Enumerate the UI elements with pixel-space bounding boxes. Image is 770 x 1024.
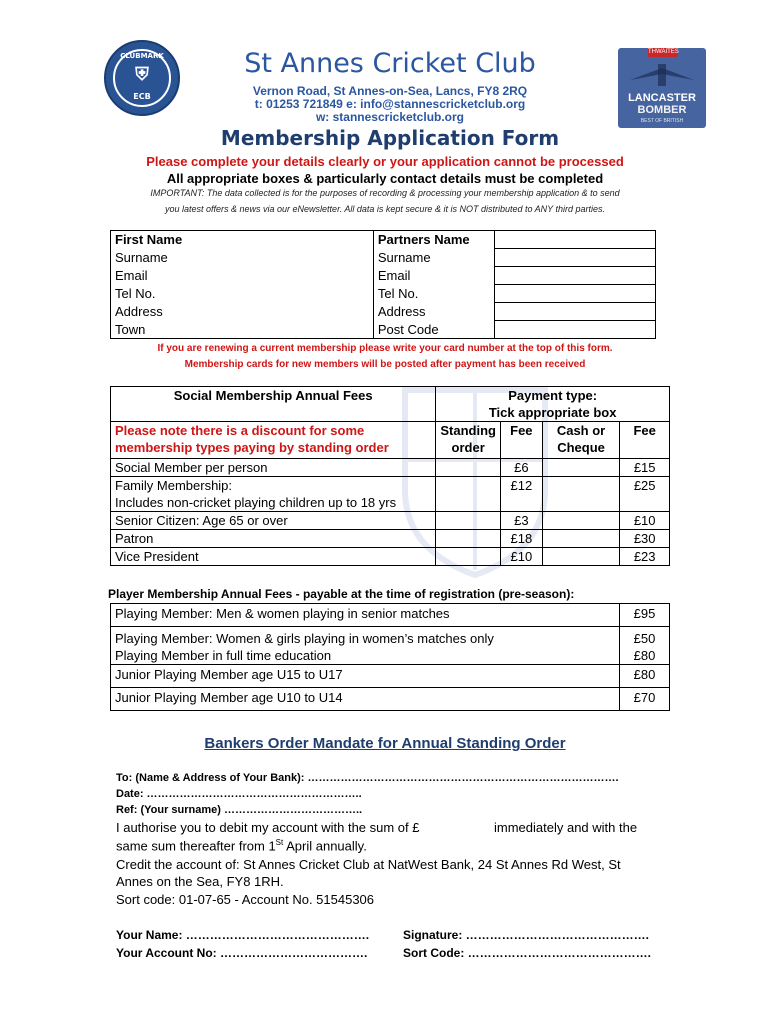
shield-icon: ⛨	[135, 64, 149, 85]
your-account-field[interactable]: Your Account No: ……………………………….	[116, 946, 368, 960]
membership-type: Senior Citizen: Age 65 or over	[111, 512, 436, 530]
social-fee-row	[111, 548, 670, 566]
player-fee: £50	[620, 627, 670, 648]
cash-cheque-fee: £25	[620, 477, 670, 495]
player-membership-type: Playing Member: Women & girls playing in women’s matches only	[111, 627, 620, 648]
right-value-field[interactable]	[494, 285, 655, 303]
details-row	[111, 267, 656, 285]
col-fee: Fee	[500, 422, 542, 459]
plane-icon	[628, 60, 696, 90]
right-value-field[interactable]	[494, 249, 655, 267]
sort-code-field[interactable]: Sort Code: ……………………………………….	[403, 946, 651, 960]
details-row	[111, 285, 656, 303]
standing-order-fee: £12	[500, 477, 542, 495]
important-line1: IMPORTANT: The data collected is for the purposes of recording & processing your membership application & to send	[150, 188, 620, 198]
standing-order-checkbox[interactable]	[436, 477, 501, 495]
bankers-order-heading: Bankers Order Mandate for Annual Standing Order	[204, 735, 566, 752]
cash-cheque-checkbox[interactable]	[542, 530, 620, 548]
social-fee-row	[111, 512, 670, 530]
right-value-field[interactable]	[494, 303, 655, 321]
col-standing-order	[436, 422, 501, 459]
player-membership-type: Playing Member in full time education	[111, 647, 620, 665]
membership-type: Social Member per person	[111, 459, 436, 477]
cash-cheque-fee: £15	[620, 459, 670, 477]
standing-order-checkbox[interactable]	[436, 494, 501, 512]
player-fee-row[interactable]	[111, 665, 670, 688]
cash-cheque-fee: £23	[620, 548, 670, 566]
player-membership-type: Junior Playing Member age U10 to U14	[111, 688, 620, 711]
left-label: First Name	[111, 231, 374, 249]
standing-order-fee: £18	[500, 530, 542, 548]
standing-order-checkbox[interactable]	[436, 512, 501, 530]
clubmark-text: CLUBMARK	[120, 52, 164, 60]
cash-cheque-checkbox[interactable]	[542, 548, 620, 566]
col-cheque: Cheque	[557, 440, 605, 455]
standing-order-fee: £6	[500, 459, 542, 477]
logo-tag: THWAITES	[648, 49, 679, 55]
membership-type: Vice President	[111, 548, 436, 566]
club-address: Vernon Road, St Annes-on-Sea, Lancs, FY8 2RQ	[252, 84, 528, 98]
col-order: order	[451, 440, 485, 455]
discount-note-1: Please note there is a discount for some	[115, 423, 365, 438]
lancaster-bomber-logo	[618, 48, 706, 128]
col-cash-cheque	[542, 422, 620, 459]
payment-heading-2: Tick appropriate box	[488, 405, 617, 420]
player-membership-type: Playing Member: Men & women playing in senior matches	[111, 604, 620, 627]
player-fee: £70	[620, 688, 670, 711]
right-label: Surname	[373, 249, 494, 267]
player-fee: £80	[620, 647, 670, 665]
player-fees-table	[110, 603, 670, 711]
membership-type: Family Membership:	[111, 477, 436, 495]
bank-to-line[interactable]: To: (Name & Address of Your Bank): ………………………………………………………………………….	[116, 772, 619, 784]
discount-note	[111, 422, 436, 459]
signature-field[interactable]: Signature: ……………………………………….	[403, 928, 650, 942]
club-website: w: stannescricketclub.org	[315, 110, 465, 124]
membership-type: Patron	[111, 530, 436, 548]
right-label: Address	[373, 303, 494, 321]
same-sum-b: April annually.	[283, 838, 367, 854]
social-fees-table	[110, 386, 670, 566]
right-value-field[interactable]	[494, 267, 655, 285]
col-cash: Cash or	[556, 423, 606, 438]
right-label: Email	[373, 267, 494, 285]
cash-cheque-checkbox[interactable]	[542, 494, 620, 512]
standing-order-checkbox[interactable]	[436, 459, 501, 477]
left-label: Email	[111, 267, 374, 285]
right-label: Tel No.	[373, 285, 494, 303]
personal-details-table	[110, 230, 656, 339]
payment-heading-1: Payment type:	[508, 388, 598, 403]
player-fees-heading: Player Membership Annual Fees - payable at the time of registration (pre-season):	[108, 587, 575, 601]
club-name: St Annes Cricket Club	[244, 48, 536, 79]
cash-cheque-fee: £30	[620, 530, 670, 548]
details-row	[111, 231, 656, 249]
credit-line-2: Annes on the Sea, FY8 1RH.	[116, 874, 284, 889]
left-label: Surname	[111, 249, 374, 267]
player-membership-type: Junior Playing Member age U15 to U17	[111, 665, 620, 688]
required-text: All appropriate boxes & particularly contact details must be completed	[166, 171, 604, 186]
cash-cheque-checkbox[interactable]	[542, 477, 620, 495]
right-label: Partners Name	[373, 231, 494, 249]
discount-note-2: membership types paying by standing order	[115, 440, 389, 455]
logo-line2: BOMBER	[637, 104, 687, 116]
ref-line[interactable]: Ref: (Your surname) ………………………………..	[116, 804, 363, 816]
player-fee-row[interactable]	[111, 688, 670, 711]
player-fee-row[interactable]	[111, 604, 670, 627]
date-line[interactable]: Date: …………………………………………………..	[116, 788, 362, 800]
same-sum-text	[116, 838, 367, 853]
standing-order-fee: £10	[500, 548, 542, 566]
left-label: Address	[111, 303, 374, 321]
social-fee-row	[111, 530, 670, 548]
cash-cheque-fee	[620, 494, 670, 512]
right-label: Post Code	[373, 321, 494, 339]
standing-order-checkbox[interactable]	[436, 530, 501, 548]
col-standing: Standing	[440, 423, 496, 438]
same-sum-sup: St	[275, 838, 284, 847]
right-value-field[interactable]	[494, 321, 655, 339]
player-fee: £80	[620, 665, 670, 688]
player-fee-row[interactable]	[111, 627, 670, 648]
clubmark-logo	[104, 40, 180, 116]
credit-line-1: Credit the account of: St Annes Cricket Club at NatWest Bank, 24 St Annes Rd West, St	[116, 857, 621, 872]
left-label: Town	[111, 321, 374, 339]
player-fee: £95	[620, 604, 670, 627]
details-row	[111, 321, 656, 339]
details-row	[111, 303, 656, 321]
your-name-field[interactable]: Your Name: ……………………………………….	[116, 928, 370, 942]
renewal-note-1: If you are renewing a current membership please write your card number at the top of this form.	[157, 343, 613, 354]
payment-type-heading	[436, 387, 670, 422]
social-fees-heading: Social Membership Annual Fees	[111, 387, 436, 422]
social-fee-row	[111, 459, 670, 477]
cash-cheque-checkbox[interactable]	[542, 459, 620, 477]
club-contact: t: 01253 721849 e: info@stannescricketclub.org	[254, 97, 526, 111]
standing-order-checkbox[interactable]	[436, 548, 501, 566]
authorise-text-a: I authorise you to debit my account with the sum of £	[116, 820, 420, 835]
social-fee-row	[111, 494, 670, 512]
authorise-text-b: immediately and with the	[494, 820, 638, 835]
cash-cheque-fee: £10	[620, 512, 670, 530]
logo-line3: BEST OF BRITISH	[640, 118, 684, 124]
social-fee-row	[111, 477, 670, 495]
player-fee-row[interactable]	[111, 647, 670, 665]
standing-order-fee: £3	[500, 512, 542, 530]
cash-cheque-checkbox[interactable]	[542, 512, 620, 530]
left-label: Tel No.	[111, 285, 374, 303]
renewal-note-2: Membership cards for new members will be posted after payment has been received	[184, 359, 586, 370]
warning-text: Please complete your details clearly or your application cannot be processed	[146, 154, 624, 169]
membership-type: Includes non-cricket playing children up to 18 yrs	[111, 494, 436, 512]
form-title: Membership Application Form	[220, 126, 560, 150]
col-fee-2: Fee	[620, 422, 670, 459]
right-value-field[interactable]	[494, 231, 655, 249]
logo-line1: LANCASTER	[628, 92, 696, 104]
details-row	[111, 249, 656, 267]
sort-account-line: Sort code: 01-07-65 - Account No. 51545306	[116, 892, 375, 907]
important-line2: you latest offers & news via our eNewsletter. All data is kept secure & it is NOT distributed to ANY third parties.	[164, 204, 606, 214]
ecb-text: ECB	[133, 92, 151, 101]
standing-order-fee	[500, 494, 542, 512]
same-sum-a: same sum thereafter from 1	[116, 838, 276, 854]
